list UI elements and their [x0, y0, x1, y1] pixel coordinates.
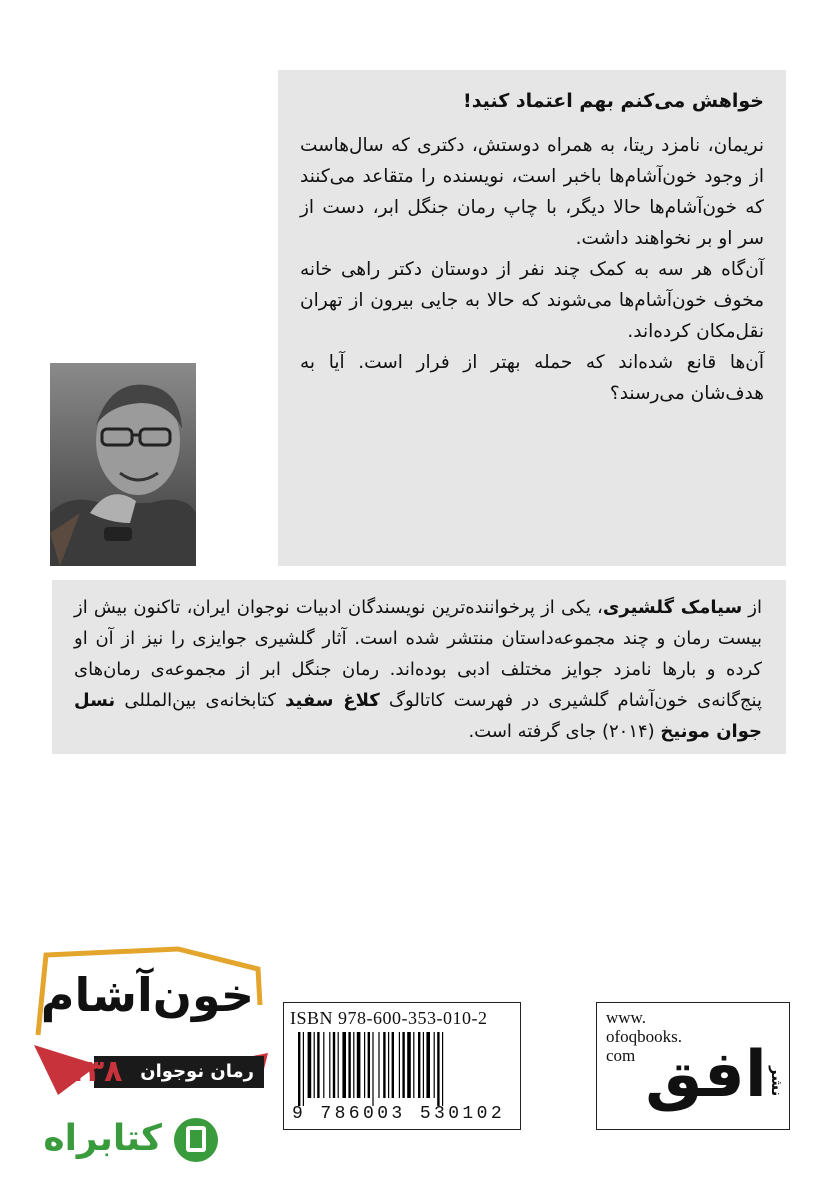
author-photo	[50, 363, 196, 566]
author-bio-text	[74, 592, 762, 747]
synopsis-paragraph-3: آن‌ها قانع شده‌اند که حمله بهتر از فرار است. آیا به هدف‌شان می‌رسند؟	[300, 352, 764, 404]
series-title: خون‌آشام	[40, 968, 254, 1022]
bio-part-2: کتابخانه‌ی بین‌المللی	[115, 690, 286, 711]
barcode-bar	[426, 1032, 430, 1098]
barcode-bar	[323, 1032, 324, 1098]
synopsis-paragraph-2: آن‌گاه هر سه به کمک چند نفر از دوستان دکتر راهی خانه مخوف خون‌آشام‌ها می‌شوند که حالا به جایی بیرون از تهران نقل‌مکان کرده‌اند.	[300, 259, 764, 342]
barcode-bar	[314, 1032, 315, 1098]
barcode-bar	[348, 1032, 350, 1098]
author-portrait-icon	[50, 363, 196, 566]
barcode-bar	[383, 1032, 385, 1098]
barcode-icon	[296, 1032, 502, 1106]
website-line-2: ofoqbooks.	[606, 1027, 683, 1046]
isbn-label: ISBN 978-600-353-010-2	[290, 1008, 488, 1028]
barcode-bar	[402, 1032, 404, 1098]
barcode-bar	[423, 1032, 424, 1098]
bio-part-1: ، یکی از پرخواننده‌ترین نویسندگان ادبیات نوجوان ایران، تاکنون بیش از بیست رمان و چند مجموعه‌داستان منتشر شده است. آثار گلشیری جوایزی را نیز از آن او کرده و بارها نامزد جوایز مختلف ادبی بوده‌اند. رمان جنگل ابر از مجموعه‌ی رمان‌های پنج‌گانه‌ی خون‌آشام گلشیری در فهرست کاتالوگ	[74, 597, 762, 711]
barcode-bar	[357, 1032, 361, 1098]
barcode-bar	[364, 1032, 365, 1098]
ofoq-logo-icon	[645, 1012, 767, 1118]
barcode-bar	[418, 1032, 420, 1098]
barcode-bar	[338, 1032, 339, 1098]
barcode-bar	[308, 1032, 312, 1098]
series-number: ۱۳۸	[67, 1054, 123, 1089]
barcode-bar	[353, 1032, 354, 1098]
publisher-logo-text: افق	[645, 1038, 767, 1112]
synopsis-heading: خواهش می‌کنم بهم اعتماد کنید!	[463, 90, 764, 112]
publisher-label: نشر	[768, 1066, 786, 1097]
barcode-bar	[437, 1032, 439, 1106]
author-bio-panel	[52, 580, 786, 754]
barcode-bar	[388, 1032, 389, 1098]
barcode-digits: 9 786003 530102	[292, 1104, 506, 1124]
barcode-bar	[399, 1032, 400, 1098]
barcode-bar	[407, 1032, 411, 1098]
barcode-bar	[329, 1032, 330, 1098]
barcode-bar	[392, 1032, 394, 1098]
barcode-bar	[368, 1032, 370, 1098]
ketabrah-name: کتابراه	[43, 1118, 162, 1159]
series-label: رمان نوجوان	[94, 1056, 264, 1088]
synopsis-paragraph-1: نریمان، نامزد ریتا، به همراه دوستش، دکتری که سال‌هاست از وجود خون‌آشام‌ها باخبر است، نویسنده را متقاعد می‌کنند که خون‌آشام‌ها حالا دیگر، با چاپ رمان جنگل ابر، دست از سر او بر نخواهند داشت.	[300, 135, 764, 249]
synopsis-panel	[278, 70, 786, 566]
barcode-bar	[413, 1032, 414, 1098]
website-line-1: www.	[606, 1008, 646, 1027]
barcode-bar	[342, 1032, 346, 1098]
barcode-bar	[378, 1032, 379, 1098]
barcode-bar	[317, 1032, 319, 1098]
barcode-bar	[434, 1032, 435, 1098]
website-line-3: com	[606, 1046, 636, 1065]
catalog-name: کلاغ سفید	[285, 690, 380, 711]
barcode-bar	[303, 1032, 304, 1106]
barcode-bar	[372, 1032, 373, 1106]
bio-part-3: (۲۰۱۴) جای گرفته است.	[468, 721, 661, 742]
barcode-bar	[298, 1032, 300, 1106]
library-name: نسل جوان مونیخ	[74, 690, 762, 742]
barcode-bar	[333, 1032, 335, 1098]
barcode-bar	[442, 1032, 443, 1106]
author-name: سیامک گلشیری	[602, 597, 743, 618]
bio-prefix: از	[742, 597, 762, 618]
